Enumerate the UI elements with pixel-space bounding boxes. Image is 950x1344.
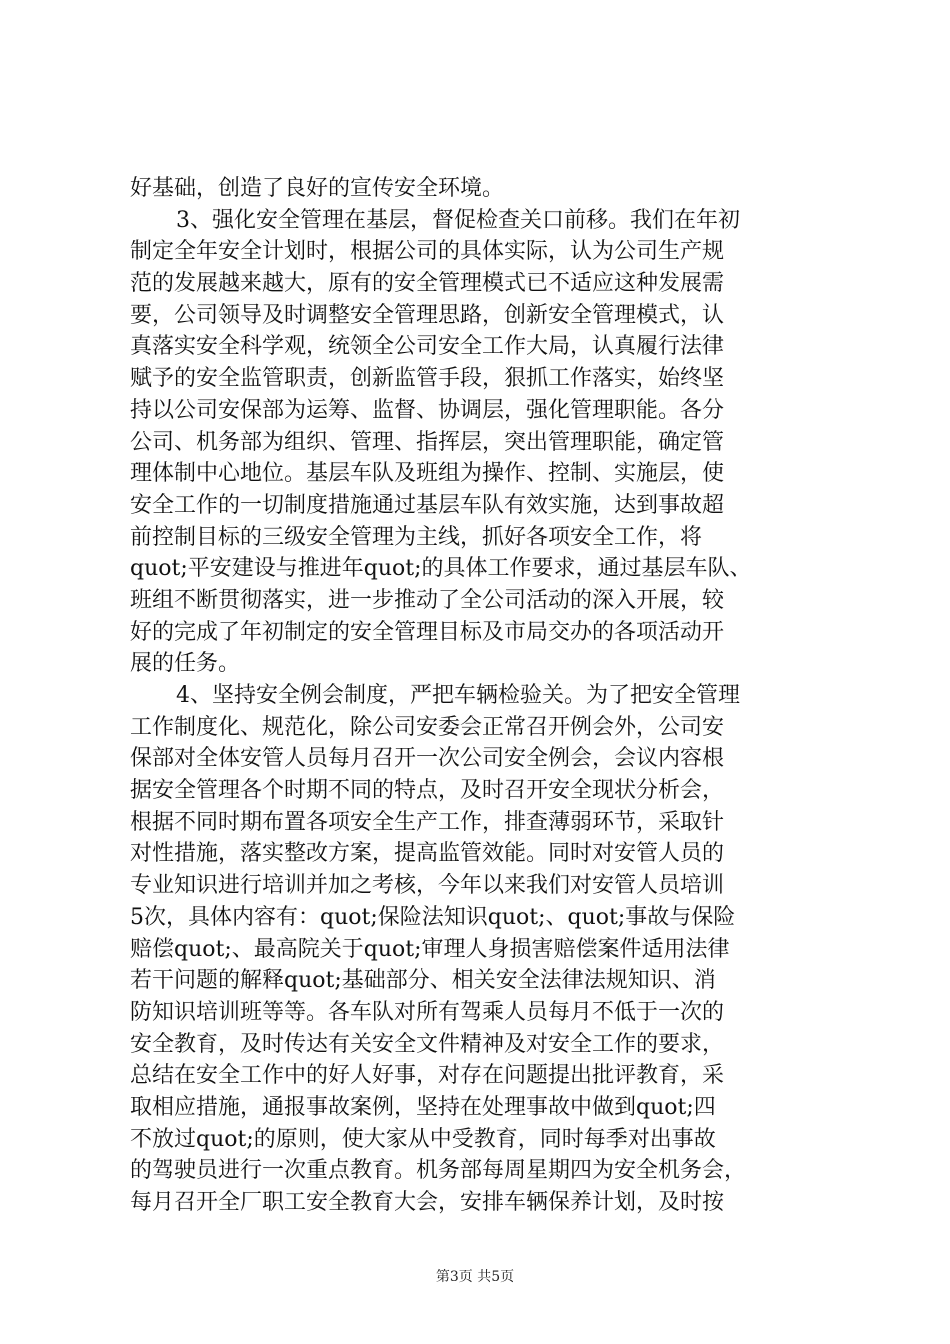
text-line: 赋予的安全监管职责，创新监管手段，狠抓工作落实，始终坚 xyxy=(130,366,725,392)
body-text xyxy=(130,173,840,1219)
text-line: 制定全年安全计划时，根据公司的具体实际，认为公司生产规 xyxy=(130,239,725,265)
text-line: 工作制度化、规范化，除公司安委会正常召开例会外，公司安 xyxy=(130,714,725,740)
text-line: 每月召开全厂职工安全教育大会，安排车辆保养计划，及时按 xyxy=(130,1190,725,1215)
text-line: 保部对全体安管人员每月召开一次公司安全例会，会议内容根 xyxy=(130,746,725,772)
text-line: 前控制目标的三级安全管理为主线，抓好各项安全工作，将 xyxy=(130,524,703,550)
text-line: 3、强化安全管理在基层，督促检查关口前移。我们在年初 xyxy=(176,207,740,233)
text-line: 根据不同时期布置各项安全生产工作，排查薄弱环节，采取针 xyxy=(130,809,725,835)
text-line: 范的发展越来越大，原有的安全管理模式已不适应这种发展需 xyxy=(130,271,725,297)
text-line: 总结在安全工作中的好人好事，对存在问题提出批评教育，采 xyxy=(130,1063,725,1089)
text-line: 理体制中心地位。基层车队及班组为操作、控制、实施层，使 xyxy=(130,461,725,487)
text-line: 赔偿quot;、最高院关于quot;审理人身损害赔偿案件适用法律 xyxy=(130,936,730,962)
text-line: 公司、机务部为组织、管理、指挥层，突出管理职能，确定管 xyxy=(130,429,725,455)
page-number-footer: 第3页 共5页 xyxy=(435,1269,515,1285)
text-line: 若干问题的解释quot;基础部分、相关安全法律法规知识、消 xyxy=(130,968,716,994)
text-line: 的驾驶员进行一次重点教育。机务部每周星期四为安全机务会， xyxy=(130,1158,747,1184)
text-line: 专业知识进行培训并加之考核，今年以来我们对安管人员培训 xyxy=(130,873,725,899)
text-line: 防知识培训班等等。各车队对所有驾乘人员每月不低于一次的 xyxy=(130,999,725,1025)
text-line: 班组不断贯彻落实，进一步推动了全公司活动的深入开展，较 xyxy=(130,587,725,613)
text-line: 据安全管理各个时期不同的特点，及时召开安全现状分析会， xyxy=(130,778,725,804)
text-line: 4、坚持安全例会制度，严把车辆检验关。为了把安全管理 xyxy=(176,683,740,708)
text-line: 安全教育，及时传达有关安全文件精神及对安全工作的要求， xyxy=(130,1031,725,1057)
text-line: 持以公司安保部为运筹、监督、协调层，强化管理职能。各分 xyxy=(130,397,725,423)
text-line: 要，公司领导及时调整安全管理思路，创新安全管理模式，认 xyxy=(130,302,725,328)
text-line: 真落实安全科学观，统领全公司安全工作大局，认真履行法律 xyxy=(130,334,725,360)
text-line: quot;平安建设与推进年quot;的具体工作要求，通过基层车队、 xyxy=(130,556,752,582)
text-line: 取相应措施，通报事故案例，坚持在处理事故中做到quot;四 xyxy=(130,1094,716,1120)
text-line: 好的完成了年初制定的安全管理目标及市局交办的各项活动开 xyxy=(130,619,725,645)
text-line: 好基础，创造了良好的宣传安全环境。 xyxy=(130,176,505,201)
text-line: 展的任务。 xyxy=(130,651,241,677)
text-line: 5次，具体内容有：quot;保险法知识quot;、quot;事故与保险 xyxy=(130,904,736,930)
text-line: 安全工作的一切制度措施通过基层车队有效实施，达到事故超 xyxy=(130,492,725,518)
text-line: 不放过quot;的原则，使大家从中受教育，同时每季对出事故 xyxy=(130,1126,716,1152)
text-line: 对性措施，落实整改方案，提高监管效能。同时对安管人员的 xyxy=(130,841,725,867)
